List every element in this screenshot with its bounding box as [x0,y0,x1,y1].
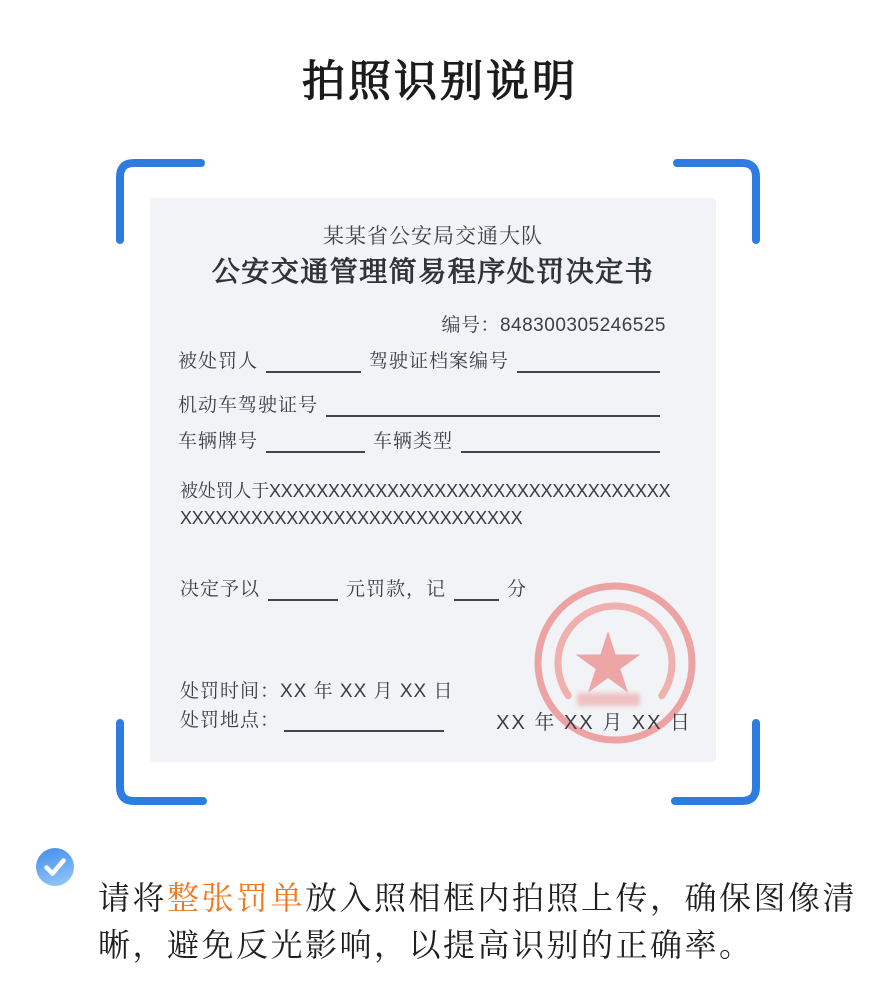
penalty-time-row [180,676,453,703]
decision-middle: 元罚款，记 [346,579,447,600]
blank-driver-license-number [326,396,660,417]
field-label-license-file-number: 驾驶证档案编号 [369,351,510,372]
blank-fine-amount [268,580,338,601]
ticket-serial-number: 848300305246525 [499,315,666,336]
blank-penalty-place [284,711,444,732]
blank-license-file-number [517,352,660,373]
field-label-plate-number: 车辆牌号 [178,431,259,452]
ticket-serial [441,310,666,337]
seal-banner [577,693,640,706]
check-circle-icon [36,848,74,886]
decision-suffix: 分 [507,579,528,600]
penalty-time-label: 处罚时间： [180,681,281,702]
ticket-serial-label: 编号： [441,315,500,336]
sample-ticket [150,198,716,762]
field-label-vehicle-type: 车辆类型 [373,431,454,452]
field-row-vehicle [178,426,668,453]
note-highlight: 整张罚单 [167,880,306,916]
page-title: 拍照识别说明 [302,58,578,106]
penalty-place-label: 处罚地点： [180,710,281,731]
field-row-driver-license [178,390,668,417]
field-label-driver-license-number: 机动车驾驶证号 [178,395,319,416]
blank-plate-number [266,432,365,453]
blank-penalty-points [454,580,499,601]
ticket-body-text: 被处罚人于XXXXXXXXXXXXXXXXXXXXXXXXXXXXXXXXXXXXXXXXXXXXXXXXXXXXXXXXXXXXXXX [180,481,671,528]
note-prefix: 请将 [98,880,168,916]
note-suffix: 放入照相框内拍照上传，确保图像清晰，避免反光影响，以提高识别的正确率。 [98,880,858,963]
ticket-title: 公安交通管理简易程序处罚决定书 [211,256,655,287]
blank-penalized-person [266,352,361,373]
star-icon [576,631,641,693]
ticket-department: 某某省公安局交通大队 [323,225,543,248]
note-text [98,875,858,969]
penalty-time-value: XX 年 XX 月 XX 日 [280,681,454,702]
decision-prefix: 决定予以 [180,579,261,600]
blank-vehicle-type [461,432,660,453]
stamp-date: XX 年 XX 月 XX 日 [496,712,692,734]
field-row-person [178,346,668,373]
field-label-penalized-person: 被处罚人 [178,351,259,372]
decision-row [180,574,527,601]
penalty-place-row [180,705,452,732]
